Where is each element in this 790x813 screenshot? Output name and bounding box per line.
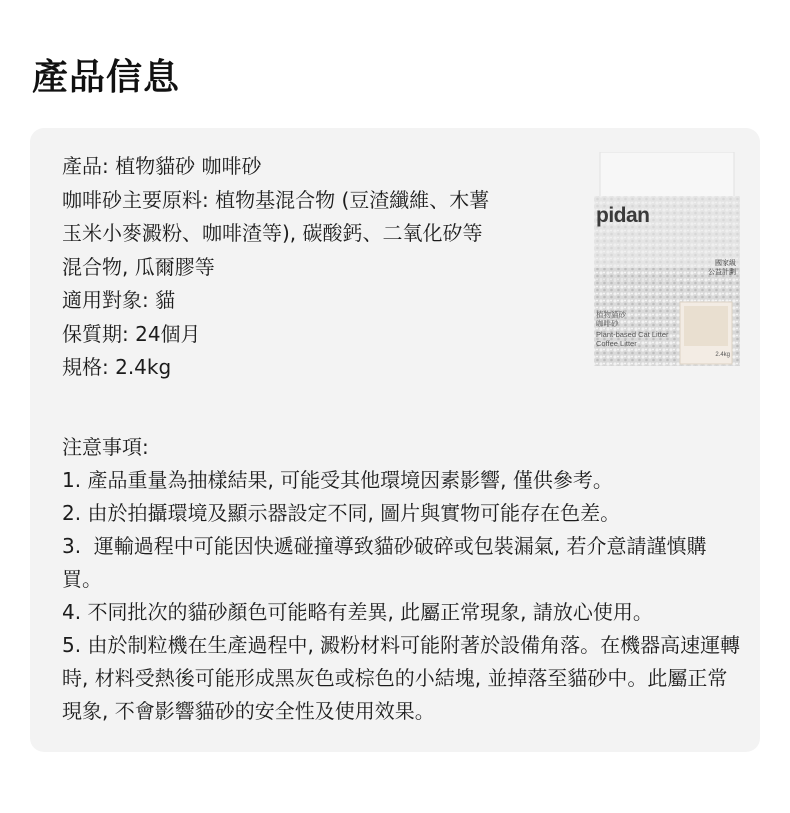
pouch-badge-line-2: 公益計劃 [708,269,736,276]
spec-ingredients-line-3: 混合物, 瓜爾膠等 [62,254,215,279]
pouch-label-line-3: Plant-based Cat Litter [596,330,669,339]
notice-item: 4. 不同批次的貓砂顏色可能略有差異, 此屬正常現象, 請放心使用。 [62,600,653,624]
pouch-label-line-1: 植物貓砂 [596,310,626,319]
spec-product: 產品: 植物貓砂 咖啡砂 [62,154,262,178]
pouch-label-line-2: 咖啡砂 [596,319,619,328]
notice-heading: 注意事項: [62,435,149,459]
spec-target: 適用對象: 貓 [62,288,176,312]
page-title: 產品信息 [32,57,181,98]
pouch-badge-line-1: 國家級 [715,260,736,267]
notice-item: 1. 產品重量為抽樣結果, 可能受其他環境因素影響, 僅供參考。 [62,468,613,492]
spec-ingredients-line-2: 玉米小麥澱粉、咖啡渣等), 碳酸鈣、二氧化矽等 [62,221,483,245]
product-pouch-image [592,152,742,368]
pouch-weight: 2.4kg [715,352,730,358]
product-info-card [30,128,760,752]
spec-ingredients-line-1: 咖啡砂主要原料: 植物基混合物 (豆渣纖維、木薯 [62,187,490,212]
notice-item: 2. 由於拍攝環境及顯示器設定不同, 圖片與實物可能存在色差。 [62,501,621,525]
spec-shelf-life: 保質期: 24個月 [62,321,201,346]
pouch-label-line-4: Coffee Litter [596,339,637,348]
notice-item: 5. 由於制粒機在生產過程中, 澱粉材料可能附著於設備角落。在機器高速運轉時, 材料受熱後可能形成黑灰色或棕色的小結塊, 並掉落至貓砂中。此屬正常現象, 不會影響貓砂的安全性及使用效果。 [62,633,741,723]
spec-size: 規格: 2.4kg [62,355,172,379]
spec-list [62,150,562,385]
notice-section [62,431,742,728]
pouch-brand-logo: pidan [596,204,650,227]
pouch-badge [708,259,736,277]
notice-item: 3. 運輸過程中可能因快遞碰撞導致貓砂破碎或包裝漏氣, 若介意請謹慎購買。 [62,534,707,591]
